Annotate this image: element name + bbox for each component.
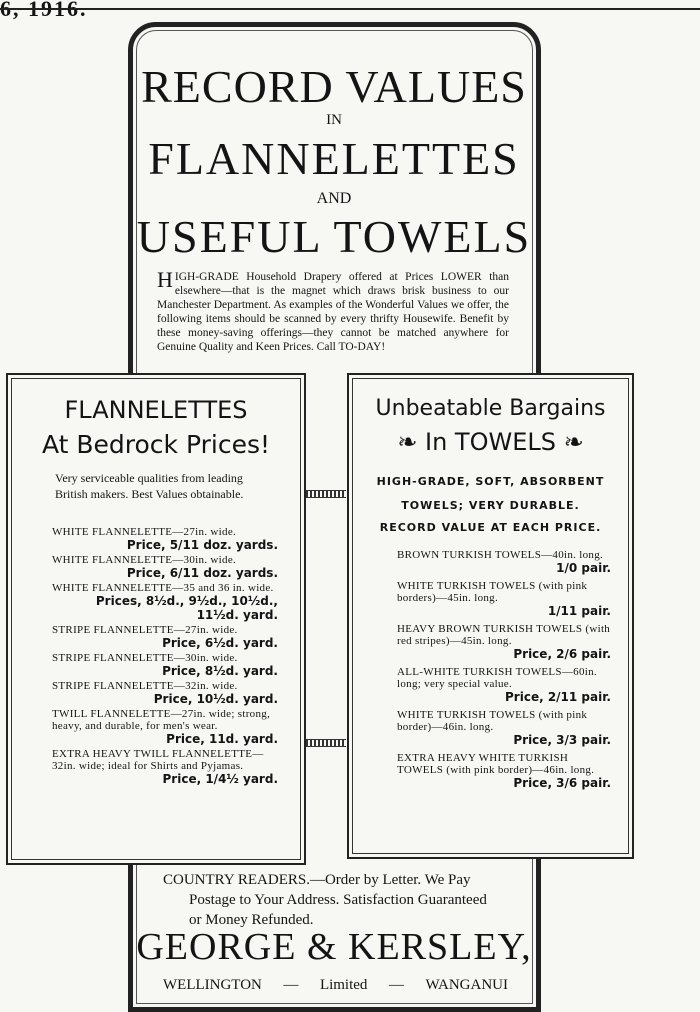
towels-tagline-3: RECORD VALUE AT EACH PRICE. <box>379 521 602 534</box>
flannelettes-title: FLANNELETTES <box>64 396 248 424</box>
list-item <box>52 554 278 580</box>
country-line-2: Postage to Your Address. Satisfaction Guaranteed <box>189 892 487 908</box>
item-price: 1/11 pair. <box>547 604 611 618</box>
list-item <box>52 708 278 746</box>
item-price: Price, 11d. yard. <box>166 732 278 746</box>
item-description: EXTRA HEAVY WHITE TURKISH TOWELS (with pink border)—46in. long. <box>397 752 595 776</box>
list-item <box>52 624 278 650</box>
list-item <box>52 748 278 786</box>
item-price: Price, 5/11 doz. yards. <box>126 538 278 552</box>
firm-locations <box>163 977 508 994</box>
item-description: HEAVY BROWN TURKISH TOWELS (with red stripes)—45in. long. <box>397 623 611 647</box>
item-price: Price, 6½d. yard. <box>162 636 278 650</box>
item-price: Price, 6/11 doz. yards. <box>126 566 278 580</box>
item-price: Price, 2/11 pair. <box>505 690 611 704</box>
item-price: 1/0 pair. <box>556 561 611 575</box>
country-readers-notice <box>163 870 513 930</box>
flannelettes-list <box>52 526 278 788</box>
list-item <box>397 580 611 618</box>
item-price: Price, 1/4½ yard. <box>162 772 278 786</box>
flannelettes-subtitle: At Bedrock Prices! <box>41 430 271 459</box>
towels-subtitle: In TOWELS <box>425 428 556 456</box>
country-line-3: or Money Refunded. <box>189 912 314 928</box>
separator-dash: — <box>388 977 404 993</box>
headline-flannelettes: FLANNELETTES <box>148 133 520 184</box>
box-connector <box>306 490 346 498</box>
item-description: WHITE TURKISH TOWELS (with pink borders)—45in. long. <box>397 580 588 604</box>
fleuron-icon: ❧ <box>563 428 584 456</box>
item-price: Price, 3/3 pair. <box>513 733 611 747</box>
list-item <box>52 582 278 622</box>
headline-and: AND <box>316 190 352 207</box>
box-connector <box>306 739 346 747</box>
city-wanganui: WANGANUI <box>425 977 508 993</box>
country-line-1: COUNTRY READERS.—Order by Letter. We Pay <box>163 872 471 888</box>
item-description: TWILL FLANNELETTE—27in. wide; strong, heavy, and durable, for men's wear. <box>52 708 271 732</box>
separator-dash: — <box>283 977 299 993</box>
towels-subtitle-row <box>347 428 634 456</box>
list-item <box>397 666 611 704</box>
item-description: WHITE FLANNELETTE—30in. wide. <box>52 554 237 566</box>
item-description: WHITE FLANNELETTE—27in. wide. <box>52 526 237 538</box>
item-description: WHITE TURKISH TOWELS (with pink border)—46in. long. <box>397 709 588 733</box>
item-price: Prices, 8½d., 9½d., 10½d., 11½d. yard. <box>95 594 278 622</box>
item-price: Price, 8½d. yard. <box>162 664 278 678</box>
towels-list <box>397 549 611 795</box>
towels-title: Unbeatable Bargains <box>375 396 606 421</box>
towels-tagline-2: TOWELS; VERY DURABLE. <box>401 499 580 512</box>
limited-label: Limited <box>319 977 368 993</box>
fleuron-icon: ❧ <box>397 428 418 456</box>
list-item <box>397 549 611 575</box>
list-item <box>52 652 278 678</box>
list-item <box>52 526 278 552</box>
towels-tagline-1: HIGH-GRADE, SOFT, ABSORBENT <box>376 475 605 488</box>
intro-text: IGH-GRADE Household Drapery offered at Prices LOWER than elsewhere—that is the magnet which draws brisk business to our Manchester Department. As examples of the Wonderful Values we offer, the following items should be scanned by every thrifty Housewife. Benefit by these money-saving offerings—they cannot be matched anywhere for Genuine Quality and Keen Prices. Call TO-DAY! <box>157 271 509 353</box>
city-wellington: WELLINGTON <box>163 977 262 993</box>
intro-paragraph <box>157 267 509 354</box>
headline-record-values: RECORD VALUES <box>141 61 527 112</box>
item-price: Price, 3/6 pair. <box>513 776 611 790</box>
firm-name: GEORGE & KERSLEY, <box>136 926 532 968</box>
item-description: STRIPE FLANNELETTE—32in. wide. <box>52 680 238 692</box>
intro-dropcap: H <box>157 267 173 292</box>
item-description: ALL-WHITE TURKISH TOWELS—60in. long; very special value. <box>397 666 597 690</box>
item-price: Price, 2/6 pair. <box>513 647 611 661</box>
list-item <box>397 752 611 790</box>
item-description: STRIPE FLANNELETTE—30in. wide. <box>52 652 238 664</box>
headline-useful-towels: USEFUL TOWELS <box>136 211 532 262</box>
list-item <box>52 680 278 706</box>
item-description: STRIPE FLANNELETTE—27in. wide. <box>52 624 238 636</box>
top-rule <box>0 8 700 10</box>
item-price: Price, 10½d. yard. <box>153 692 278 706</box>
flannelettes-intro: Very serviceable qualities from leading British makers. Best Values obtainable. <box>55 471 244 501</box>
list-item <box>397 709 611 747</box>
item-description: EXTRA HEAVY TWILL FLANNELETTE—32in. wide; ideal for Shirts and Pyjamas. <box>52 748 264 772</box>
item-description: BROWN TURKISH TOWELS—40in. long. <box>397 549 604 561</box>
list-item <box>397 623 611 661</box>
masthead-date: 6, 1916. <box>0 0 88 21</box>
headline-in: IN <box>326 112 342 128</box>
item-description: WHITE FLANNELETTE—35 and 36 in. wide. <box>52 582 274 594</box>
